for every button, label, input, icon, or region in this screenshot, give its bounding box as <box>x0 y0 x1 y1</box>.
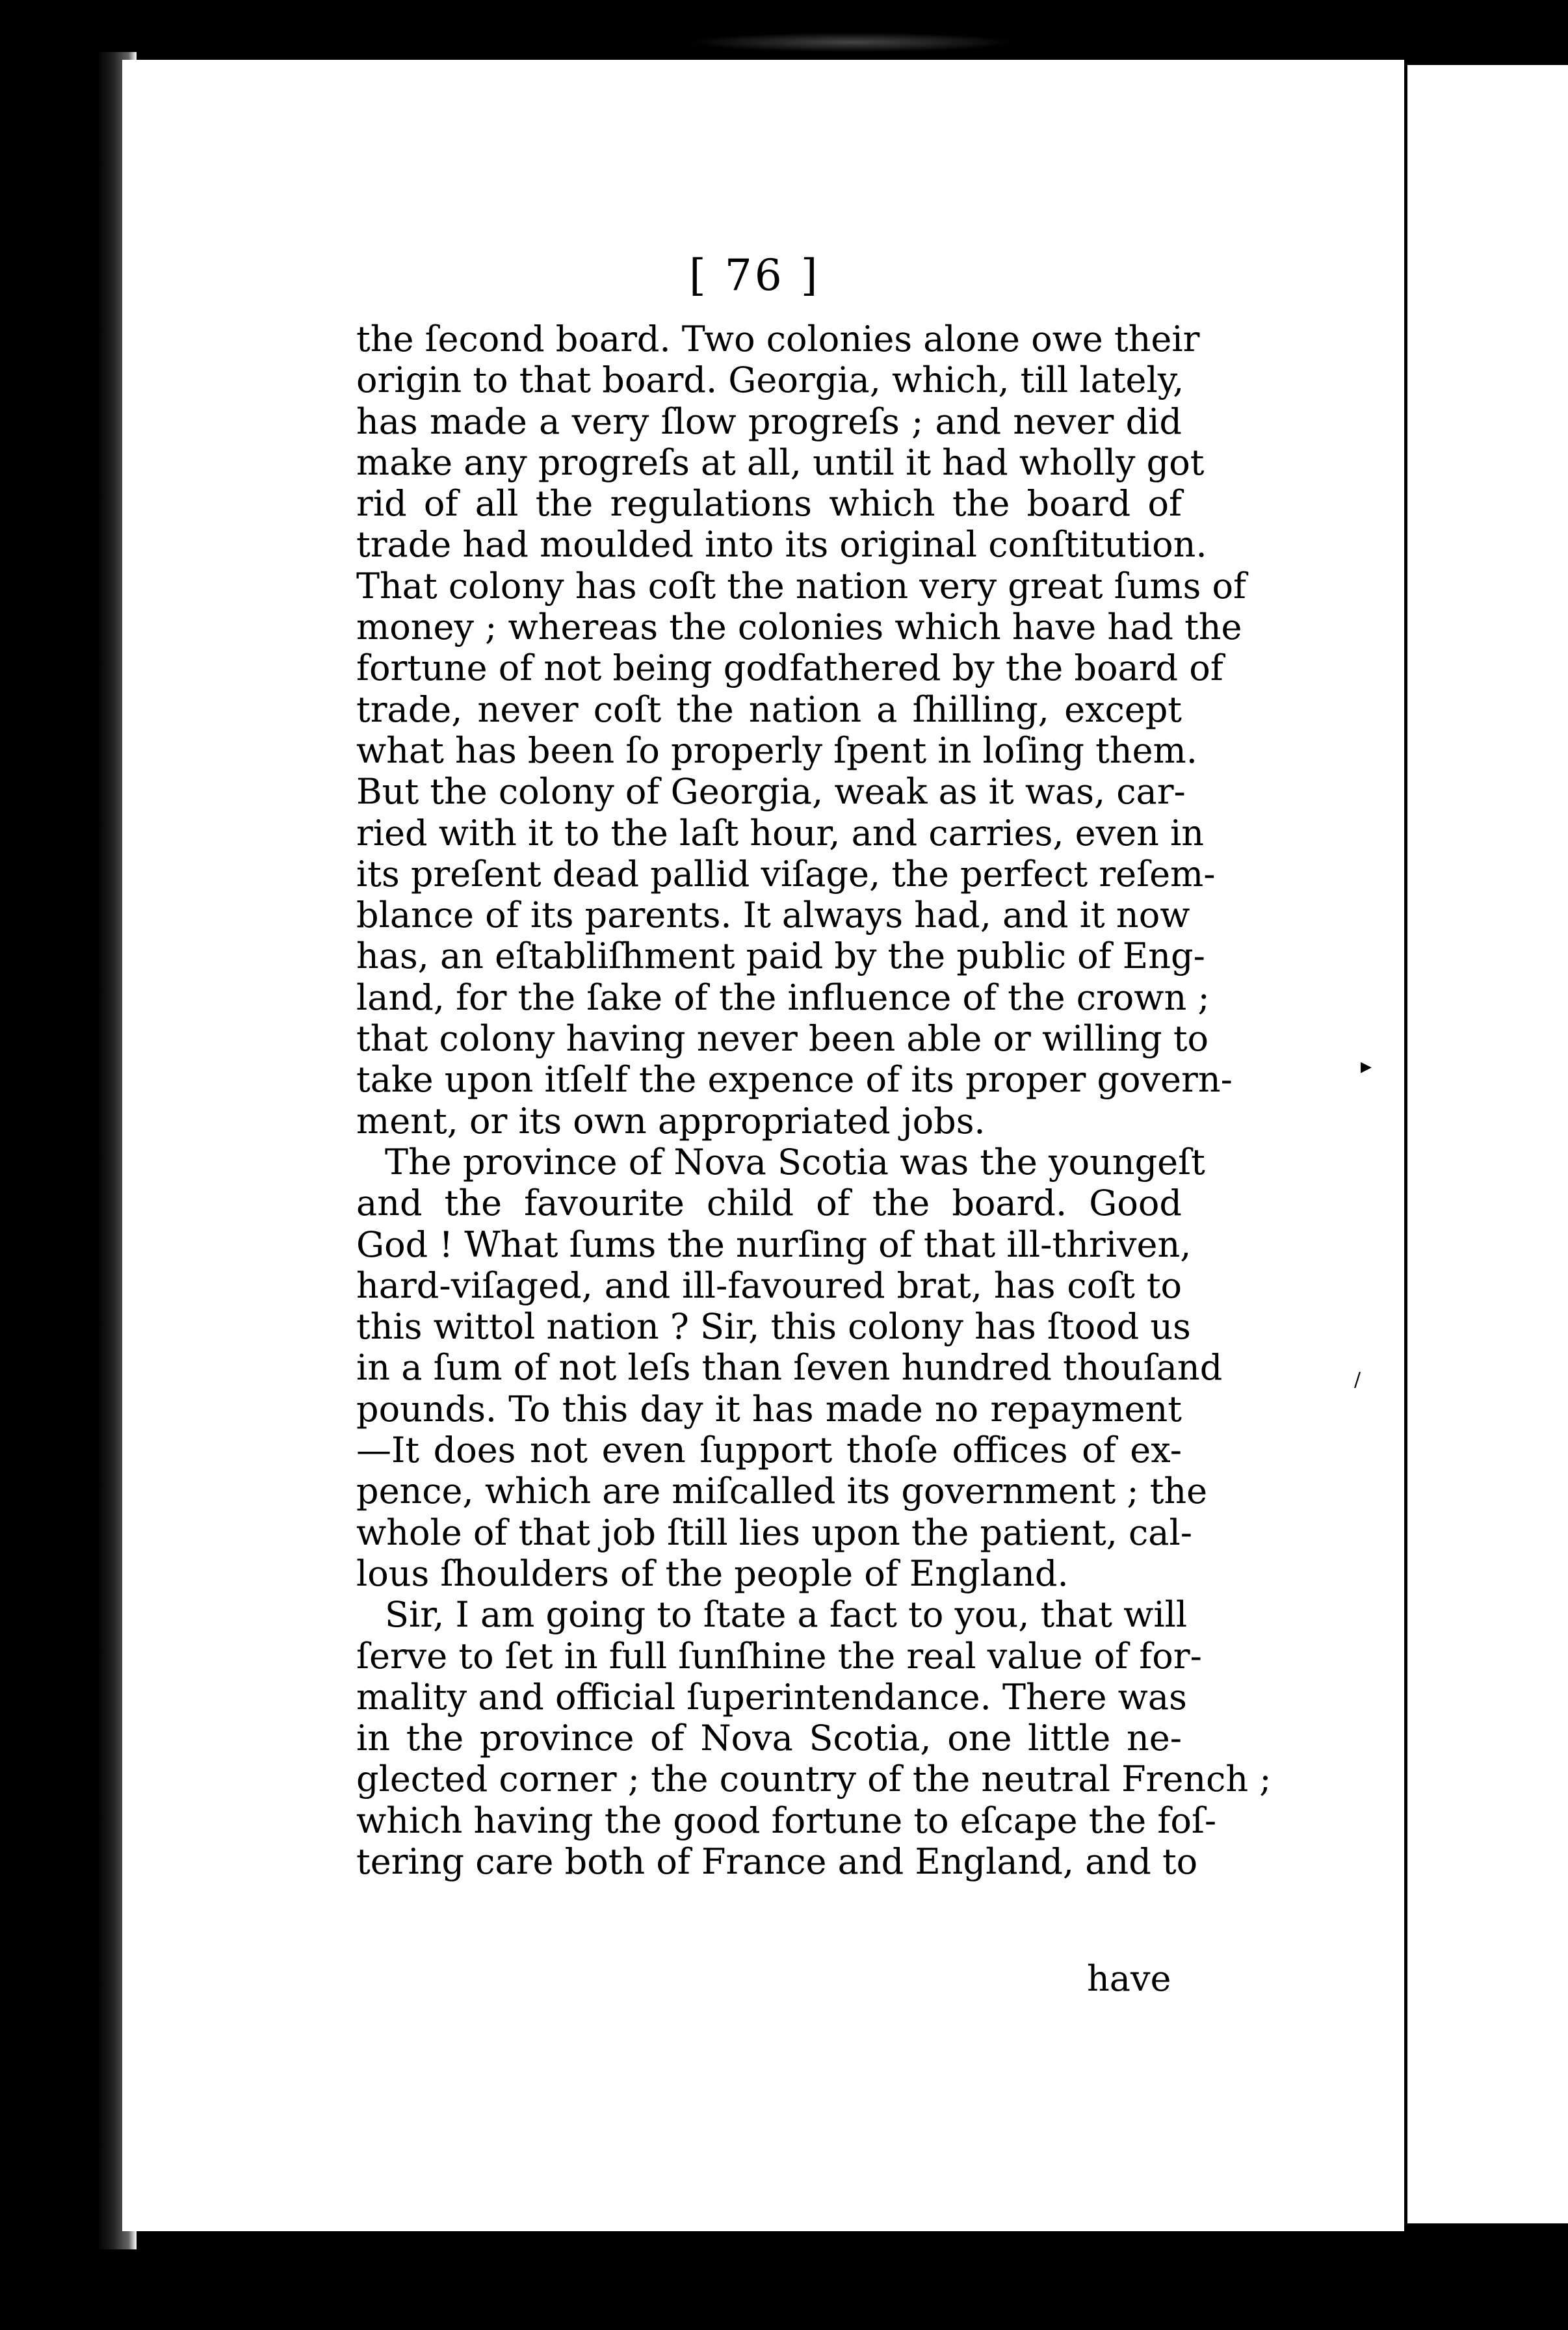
text-line: make any progreſs at all, until it had wholly got <box>356 441 1205 483</box>
text-line: in the province of Nova Scotia, one little ne- <box>356 1718 1182 1759</box>
text-line: Sir, I am going to ſtate a fact to you, that will <box>385 1594 1188 1636</box>
text-line: the ſecond board. Two colonies alone owe their <box>356 319 1200 360</box>
text-line: tering care both of France and England, and to <box>356 1840 1198 1882</box>
text-line: trade had moulded into its original conſtitution. <box>356 524 1207 566</box>
margin-mark: / <box>1354 1368 1361 1391</box>
text-line: pounds. To this day it has made no repayment <box>356 1388 1182 1430</box>
right-page-edge <box>1407 65 1568 2223</box>
text-line: pence, which are miſcalled its government ; the <box>356 1471 1208 1512</box>
text-line: has, an eſtabliſhment paid by the public of Eng- <box>356 936 1205 977</box>
text-line: that colony having never been able or willing to <box>356 1018 1209 1060</box>
text-line: in a ſum of not leſs than ſeven hundred thouſand <box>356 1347 1223 1389</box>
margin-mark: ▸ <box>1361 1053 1372 1079</box>
text-line: fortune of not being godfathered by the board of <box>356 648 1223 689</box>
text-line: blance of its parents. It always had, and it now <box>356 895 1190 936</box>
text-line: That colony has coſt the nation very great ſums of <box>356 565 1246 607</box>
text-line: origin to that board. Georgia, which, till lately, <box>356 360 1184 401</box>
text-line: this wittol nation ? Sir, this colony has ſtood us <box>356 1306 1191 1348</box>
top-edge-smudge <box>689 33 1014 52</box>
text-line: trade, never coſt the nation a ſhilling, except <box>356 688 1182 730</box>
body-text <box>356 319 1272 1882</box>
page-number-header: [ 76 ] <box>689 250 820 300</box>
text-line: ried with it to the laſt hour, and carries, even in <box>356 812 1205 854</box>
text-line: what has been ſo properly ſpent in loſing them. <box>356 729 1197 771</box>
text-line: ment, or its own appropriated jobs. <box>356 1100 986 1142</box>
text-line: glected corner ; the country of the neutral French ; <box>356 1759 1272 1800</box>
catchword: have <box>1087 1958 1171 1999</box>
text-line: and the favourite child of the board. Good <box>356 1183 1182 1224</box>
text-line: land, for the ſake of the influence of the crown ; <box>356 976 1210 1018</box>
text-line: which having the good fortune to eſcape the foſ- <box>356 1800 1217 1841</box>
text-line: —It does not even ſupport thoſe offices of ex- <box>356 1430 1182 1471</box>
text-line: take upon itſelf the expence of its proper govern- <box>356 1059 1233 1101</box>
text-line: The province of Nova Scotia was the youngeſt <box>385 1141 1205 1183</box>
text-line: lous ſhoulders of the people of England. <box>356 1552 1069 1594</box>
text-line: rid of all the regulations which the board of <box>356 483 1182 525</box>
text-line: hard-viſaged, and ill-favoured brat, has coſt to <box>356 1264 1182 1306</box>
text-line: mality and official ſuperintendance. There was <box>356 1676 1187 1718</box>
text-line: has made a very ſlow progreſs ; and never did <box>356 400 1182 442</box>
text-line: its preſent dead pallid viſage, the perfect reſem- <box>356 853 1216 895</box>
text-line: But the colony of Georgia, weak as it was, car- <box>356 771 1186 813</box>
text-line: money ; whereas the colonies which have had the <box>356 607 1242 648</box>
text-line: whole of that job ſtill lies upon the patient, cal- <box>356 1512 1192 1553</box>
text-line: ſerve to ſet in full ſunſhine the real value of for- <box>356 1635 1202 1677</box>
text-line: God ! What ſums the nurſing of that ill-thriven, <box>356 1224 1192 1265</box>
